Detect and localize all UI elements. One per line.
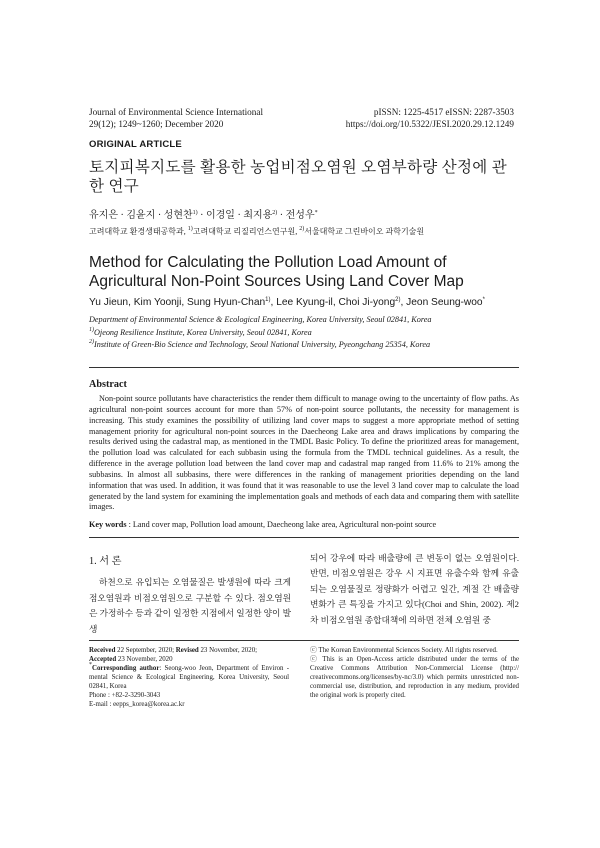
korean-authors bbox=[89, 210, 318, 222]
author-name: Lee Kyung-il bbox=[276, 297, 333, 308]
affiliation-text: Institute of Green-Bio Science and Technology, Seoul National University, Pyeongchang 25354, Korea bbox=[94, 340, 431, 349]
korean-affil-3-sup: 2) bbox=[299, 226, 305, 232]
journal-header-left bbox=[89, 106, 263, 130]
affiliation-text: Ojeong Resilience Institute, Korea University, Seoul 02841, Korea bbox=[94, 327, 312, 337]
revised-date: 23 November, 2020; bbox=[198, 647, 258, 654]
intro-right-column: 되어 강우에 따라 배출량에 큰 변동이 없는 오염원이다. 반면, 비점오염원은 강우 시 지표면 유출수와 함께 유출되는 오염물질로 정량화가 어렵고 일간, 계절 간 배출량 변화가 큰 특징을 가지고 있다(Choi and Shin, 2002). 제2차 비점오염원 종합대책에 의하면 전체 오염원 중 bbox=[310, 553, 519, 625]
corresponding-label: Corresponding author bbox=[92, 665, 160, 672]
accepted-line bbox=[89, 655, 289, 664]
footnote-rule bbox=[89, 640, 519, 641]
korean-affil-2-sup: 1) bbox=[187, 226, 193, 232]
received-label: Received bbox=[89, 647, 116, 654]
keywords-label: Key words bbox=[89, 520, 127, 529]
email[interactable]: E-mail : eepps_korea@korea.ac.kr bbox=[89, 701, 185, 708]
korean-affil-3: 서울대학교 그린바이오 과학기술원 bbox=[304, 227, 425, 236]
english-authors bbox=[89, 297, 485, 309]
author-name: Sung Hyun-Chan bbox=[187, 297, 266, 308]
author-separator: · bbox=[155, 210, 164, 221]
revised-label: Revised bbox=[175, 647, 199, 654]
author-name: Jeon Seung-woo bbox=[406, 297, 483, 308]
author-separator: · bbox=[277, 210, 286, 221]
affiliation-sup: 2) bbox=[89, 339, 94, 345]
author-sup: 1) bbox=[265, 297, 271, 303]
korean-title: 토지피복지도를 활용한 농업비점오염원 오염부하량 산정에 관한 연구 bbox=[89, 159, 507, 195]
author-name: 이경일 bbox=[205, 210, 235, 221]
corresponding-author bbox=[89, 664, 289, 691]
journal-name: Journal of Environmental Science International bbox=[89, 107, 263, 117]
accepted-label: Accepted bbox=[89, 656, 117, 663]
english-affiliation-line bbox=[89, 314, 519, 327]
keywords bbox=[89, 520, 519, 530]
korean-affiliations bbox=[89, 227, 424, 237]
author-name: 최지용 bbox=[243, 210, 273, 221]
korean-affil-2: 고려대학교 리질리언스연구원, bbox=[192, 227, 300, 236]
author-sup: 2) bbox=[395, 297, 401, 303]
english-title: Method for Calculating the Pollution Load Amount of Agricultural Non-Point Sources Using Land Cover Map bbox=[89, 254, 464, 290]
author-name: Kim Yoonji bbox=[133, 297, 182, 308]
corresponding-text: : Seong-woo Jeon, Department of Environ -mental Science & Ecological Engineering, Korea University, Seoul 02841, Korea bbox=[89, 665, 289, 690]
author-name: 전성우 bbox=[285, 210, 315, 221]
author-separator: · bbox=[197, 210, 206, 221]
received-line bbox=[89, 646, 289, 655]
abstract-text: Non-point source pollutants have characteristics the render them difficult to manage owing to the uncertainty of flow paths. As agricultural non-point sources account for more than 57% of non-point source pollutants, the necessity for management is increasing. This study examines the possibility of utilizing land cover maps to suggest a more appropriate method of setting management priority for agricultural non-point sources in the Daecheong Lake area and draws implications by comparing the results derived using the cadastral map, as mentioned in the TMDL Basic Policy. To define the prioritized areas for management, the pollution load was calculated for each subbasin using the formula from the TMDL technical guidelines. As a result, the difference in the average pollution load between the land cover map and cadastral map ranged from 11.6% to 21% among the subbasins. In almost all subbasins, there were differences in the ranking of management priorities depending on the land information that was used. In addition, it was found that it was reasonable to use the level 3 land cover map to calculate the load generated by the land system for examining the implementation goals and methods of each data and comparing them with satellite images. bbox=[89, 394, 519, 512]
keywords-text: : Land cover map, Pollution load amount, Daecheong lake area, Agricultural non-point source bbox=[126, 520, 437, 529]
license-notice: ⓒ This is an Open-Access article distributed under the terms of the Creative Commons Attribution Non-Commercial License (http:// creativecommons.org/licenses/by-nc/3.0) which permits unrestricted non-commercial use, distribution, and reproduction in any medium, provided the original work is properly cited. bbox=[310, 656, 519, 699]
received-date: 22 September, 2020; bbox=[115, 647, 176, 654]
author-name: 김윤지 bbox=[126, 210, 156, 221]
author-separator: , bbox=[332, 297, 339, 308]
author-sup: 2) bbox=[272, 210, 278, 216]
author-sup: 1) bbox=[192, 210, 198, 216]
abstract-heading: Abstract bbox=[89, 379, 127, 390]
korean-affil-1: 고려대학교 환경생태공학과, bbox=[89, 227, 188, 236]
accepted-date: 23 November, 2020 bbox=[116, 656, 173, 663]
phone: Phone : +82-2-3290-3043 bbox=[89, 692, 161, 699]
author-name: 성현찬 bbox=[163, 210, 193, 221]
affiliation-sup: 1) bbox=[89, 326, 94, 333]
abstract-bottom-rule bbox=[89, 537, 519, 538]
footnote-left bbox=[89, 646, 289, 709]
author-separator: , bbox=[270, 297, 277, 308]
author-separator: · bbox=[117, 210, 127, 221]
affiliation-text: Department of Environmental Science & Ecological Engineering, Korea University, Seoul 02841, Korea bbox=[89, 315, 432, 324]
issue-pages: 29(12); 1249~1260; December 2020 bbox=[89, 119, 224, 129]
author-separator: , bbox=[128, 297, 134, 308]
copyright-notice: ⓒ The Korean Environmental Sciences Society. All rights reserved. bbox=[310, 647, 498, 654]
intro-left-column: 하천으로 유입되는 오염물질은 발생원에 따라 크게 점오염원과 비점오염원으로 구분할 수 있다. 점오염원은 가정하수 등과 같이 일정한 지점에서 일정한 양이 발생 bbox=[89, 577, 292, 634]
author-separator: · bbox=[234, 210, 244, 221]
issn: pISSN: 1225-4517 eISSN: 2287-3503 bbox=[373, 107, 514, 117]
english-affiliations bbox=[89, 314, 519, 352]
author-name: Yu Jieun bbox=[89, 297, 129, 308]
abstract-top-rule bbox=[89, 367, 519, 368]
english-affiliation-line bbox=[89, 339, 519, 352]
author-name: 유지은 bbox=[89, 210, 118, 221]
footnote-right bbox=[310, 646, 519, 700]
article-type: ORIGINAL ARTICLE bbox=[89, 139, 182, 150]
journal-header-right bbox=[346, 106, 514, 130]
author-sup: * bbox=[482, 297, 485, 303]
doi-link[interactable]: https://doi.org/10.5322/JESI.2020.29.12.1249 bbox=[345, 119, 514, 129]
english-affiliation-line bbox=[89, 327, 519, 340]
author-name: Choi Ji-yong bbox=[338, 297, 396, 308]
author-separator: , bbox=[400, 297, 407, 308]
author-sup: * bbox=[314, 210, 318, 216]
author-separator: , bbox=[181, 297, 188, 308]
section-heading-intro: 1. 서 론 bbox=[89, 556, 122, 567]
corresponding-sup: * bbox=[89, 662, 92, 668]
